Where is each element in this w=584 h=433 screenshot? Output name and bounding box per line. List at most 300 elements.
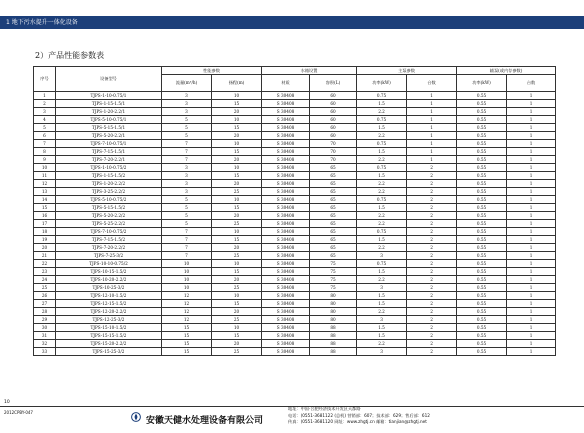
cell-flow: 5 [162, 124, 212, 132]
cell-volume: 70 [310, 148, 357, 156]
cell-main-count: 1 [407, 124, 457, 132]
cell-main-power: 1.5 [357, 300, 407, 308]
cell-no: 27 [34, 300, 56, 308]
table-row [34, 244, 556, 252]
cell-no: 31 [34, 332, 56, 340]
cell-head: 15 [212, 172, 262, 180]
table-row [34, 132, 556, 140]
cell-volume: 65 [310, 172, 357, 180]
cell-aux-power: 0.55 [457, 108, 507, 116]
cell-aux-power: 0.55 [457, 244, 507, 252]
cell-volume: 60 [310, 92, 357, 100]
table-row [34, 156, 556, 164]
cell-material: S 30408 [262, 188, 310, 196]
table-row [34, 292, 556, 300]
cell-aux-power: 0.55 [457, 236, 507, 244]
table-row [34, 260, 556, 268]
cell-flow: 5 [162, 196, 212, 204]
cell-aux-power: 0.55 [457, 340, 507, 348]
table-row [34, 116, 556, 124]
cell-aux-count: 1 [507, 172, 556, 180]
cell-main-count: 2 [407, 188, 457, 196]
cell-head: 20 [212, 340, 262, 348]
cell-aux-power: 0.55 [457, 140, 507, 148]
header-group-performance: 性能参数 [162, 67, 262, 75]
cell-material: S 30408 [262, 92, 310, 100]
cell-no: 3 [34, 108, 56, 116]
cell-model: TJPS-10-20-2.2/2 [56, 276, 162, 284]
cell-aux-count: 1 [507, 124, 556, 132]
cell-main-power: 2.2 [357, 156, 407, 164]
header-group-main-pump: 主泵参数 [357, 67, 457, 75]
cell-no: 5 [34, 124, 56, 132]
cell-head: 15 [212, 148, 262, 156]
table-row [34, 188, 556, 196]
contact-phone: 电话：(0551-3681122 (总机) 营销部：607；技术部：629；售后部：612 [288, 412, 430, 418]
cell-aux-power: 0.55 [457, 276, 507, 284]
cell-material: S 30408 [262, 180, 310, 188]
cell-main-count: 2 [407, 220, 457, 228]
cell-flow: 15 [162, 340, 212, 348]
cell-material: S 30408 [262, 340, 310, 348]
cell-head: 15 [212, 236, 262, 244]
cell-model: TJPS-1-10-0.75/2 [56, 164, 162, 172]
cell-head: 15 [212, 332, 262, 340]
cell-main-count: 2 [407, 164, 457, 172]
cell-model: TJPS-7-20-2.2/2 [56, 244, 162, 252]
cell-material: S 30408 [262, 196, 310, 204]
cell-flow: 15 [162, 324, 212, 332]
cell-aux-count: 1 [507, 260, 556, 268]
table-row [34, 308, 556, 316]
chapter-label: 1 地下污水提升一体化设备 [6, 19, 78, 26]
cell-aux-count: 1 [507, 348, 556, 356]
cell-flow: 3 [162, 108, 212, 116]
cell-volume: 88 [310, 332, 357, 340]
table-row [34, 348, 556, 356]
table-row [34, 228, 556, 236]
table-row [34, 316, 556, 324]
cell-aux-power: 0.55 [457, 132, 507, 140]
table-row [34, 252, 556, 260]
cell-no: 7 [34, 140, 56, 148]
cell-aux-power: 0.55 [457, 300, 507, 308]
cell-aux-power: 0.55 [457, 284, 507, 292]
cell-main-power: 2.2 [357, 244, 407, 252]
cell-volume: 80 [310, 300, 357, 308]
cell-volume: 80 [310, 308, 357, 316]
cell-head: 20 [212, 212, 262, 220]
cell-aux-count: 1 [507, 244, 556, 252]
cell-model: TJPS-5-10-0.75/1 [56, 116, 162, 124]
cell-volume: 65 [310, 204, 357, 212]
cell-aux-power: 0.55 [457, 228, 507, 236]
cell-material: S 30408 [262, 252, 310, 260]
cell-head: 20 [212, 244, 262, 252]
cell-main-count: 2 [407, 300, 457, 308]
cell-volume: 60 [310, 124, 357, 132]
cell-main-power: 1.5 [357, 332, 407, 340]
cell-volume: 88 [310, 324, 357, 332]
cell-aux-count: 1 [507, 196, 556, 204]
cell-no: 21 [34, 252, 56, 260]
cell-flow: 5 [162, 132, 212, 140]
cell-aux-count: 1 [507, 212, 556, 220]
cell-aux-count: 1 [507, 316, 556, 324]
cell-material: S 30408 [262, 148, 310, 156]
cell-material: S 30408 [262, 204, 310, 212]
cell-model: TJPS-1-20-2.2/1 [56, 108, 162, 116]
cell-flow: 12 [162, 316, 212, 324]
table-row [34, 276, 556, 284]
cell-no: 17 [34, 220, 56, 228]
cell-head: 20 [212, 132, 262, 140]
table-row [34, 196, 556, 204]
document-code: 2012CPBY-047 [4, 410, 33, 415]
cell-main-count: 2 [407, 348, 457, 356]
cell-material: S 30408 [262, 316, 310, 324]
cell-main-count: 1 [407, 108, 457, 116]
cell-head: 10 [212, 324, 262, 332]
cell-aux-count: 1 [507, 268, 556, 276]
cell-volume: 65 [310, 236, 357, 244]
cell-model: TJPS-1-15-1.5/2 [56, 172, 162, 180]
cell-model: TJPS-1-15-1.5/1 [56, 100, 162, 108]
header-volume: 容积(L) [310, 75, 357, 92]
cell-aux-count: 1 [507, 228, 556, 236]
cell-volume: 88 [310, 340, 357, 348]
page-number: 10 [4, 400, 10, 405]
cell-aux-count: 1 [507, 204, 556, 212]
contact-fax-web: 传真：(0551-3681120 网址：www.zhgtj.cn 邮箱：tianjian@zhgtj.net [288, 419, 427, 424]
cell-material: S 30408 [262, 276, 310, 284]
cell-model: TJPS-10-25-3/2 [56, 284, 162, 292]
cell-model: TJPS-10-15-1.5/2 [56, 268, 162, 276]
cell-model: TJPS-7-15-1.5/1 [56, 148, 162, 156]
cell-no: 19 [34, 236, 56, 244]
cell-no: 18 [34, 228, 56, 236]
cell-model: TJPS-7-10-0.75/1 [56, 140, 162, 148]
cell-no: 8 [34, 148, 56, 156]
cell-head: 20 [212, 308, 262, 316]
cell-aux-power: 0.55 [457, 100, 507, 108]
cell-aux-count: 1 [507, 116, 556, 124]
cell-aux-power: 0.55 [457, 180, 507, 188]
cell-main-power: 2.2 [357, 212, 407, 220]
cell-aux-count: 1 [507, 188, 556, 196]
table-row [34, 172, 556, 180]
cell-material: S 30408 [262, 116, 310, 124]
cell-material: S 30408 [262, 108, 310, 116]
cell-head: 10 [212, 140, 262, 148]
cell-head: 20 [212, 180, 262, 188]
cell-no: 24 [34, 276, 56, 284]
header-head: 扬程(m) [212, 75, 262, 92]
cell-main-count: 2 [407, 276, 457, 284]
cell-volume: 65 [310, 228, 357, 236]
cell-model: TJPS-12-15-1.5/2 [56, 300, 162, 308]
table-row [34, 92, 556, 100]
cell-flow: 3 [162, 100, 212, 108]
cell-aux-count: 1 [507, 148, 556, 156]
table-row [34, 220, 556, 228]
cell-volume: 60 [310, 132, 357, 140]
cell-model: TJPS-5-15-1.5/1 [56, 124, 162, 132]
cell-flow: 10 [162, 276, 212, 284]
chapter-header-bar [0, 16, 584, 29]
cell-main-power: 1.5 [357, 124, 407, 132]
cell-flow: 7 [162, 148, 212, 156]
cell-volume: 75 [310, 276, 357, 284]
cell-head: 10 [212, 92, 262, 100]
cell-material: S 30408 [262, 292, 310, 300]
cell-main-count: 1 [407, 100, 457, 108]
cell-aux-count: 1 [507, 284, 556, 292]
cell-volume: 88 [310, 348, 357, 356]
cell-main-count: 2 [407, 292, 457, 300]
table-row [34, 268, 556, 276]
cell-head: 10 [212, 196, 262, 204]
cell-material: S 30408 [262, 132, 310, 140]
section-title: 2）产品性能参数表 [35, 51, 105, 60]
cell-material: S 30408 [262, 348, 310, 356]
cell-no: 6 [34, 132, 56, 140]
cell-aux-power: 0.55 [457, 260, 507, 268]
cell-material: S 30408 [262, 228, 310, 236]
cell-model: TJPS-10-10-0.75/2 [56, 260, 162, 268]
cell-material: S 30408 [262, 260, 310, 268]
header-aux-count: 台数 [507, 75, 556, 92]
cell-aux-power: 0.55 [457, 172, 507, 180]
table-row [34, 140, 556, 148]
cell-main-count: 2 [407, 244, 457, 252]
cell-head: 10 [212, 260, 262, 268]
header-aux-power: 功率(kW) [457, 75, 507, 92]
cell-aux-power: 0.55 [457, 196, 507, 204]
cell-no: 33 [34, 348, 56, 356]
company-name: 安徽天健水处理设备有限公司 [146, 416, 264, 426]
cell-volume: 65 [310, 220, 357, 228]
table-row [34, 212, 556, 220]
table-row [34, 148, 556, 156]
cell-flow: 7 [162, 140, 212, 148]
cell-main-power: 1.5 [357, 268, 407, 276]
cell-aux-power: 0.55 [457, 188, 507, 196]
table-row [34, 332, 556, 340]
cell-model: TJPS-7-25-3/2 [56, 252, 162, 260]
cell-flow: 5 [162, 116, 212, 124]
cell-material: S 30408 [262, 332, 310, 340]
header-flow: 流量(m³/h) [162, 75, 212, 92]
cell-head: 25 [212, 348, 262, 356]
cell-aux-power: 0.55 [457, 292, 507, 300]
cell-model: TJPS-12-10-1.5/2 [56, 292, 162, 300]
cell-aux-count: 1 [507, 332, 556, 340]
cell-main-count: 2 [407, 180, 457, 188]
cell-flow: 12 [162, 308, 212, 316]
cell-flow: 7 [162, 252, 212, 260]
cell-main-power: 3 [357, 284, 407, 292]
cell-main-count: 2 [407, 260, 457, 268]
cell-main-power: 1.5 [357, 292, 407, 300]
cell-no: 16 [34, 212, 56, 220]
table-row [34, 204, 556, 212]
cell-aux-count: 1 [507, 300, 556, 308]
cell-aux-count: 1 [507, 164, 556, 172]
cell-head: 10 [212, 292, 262, 300]
table-row [34, 284, 556, 292]
cell-material: S 30408 [262, 124, 310, 132]
cell-head: 10 [212, 164, 262, 172]
cell-aux-power: 0.55 [457, 308, 507, 316]
cell-volume: 80 [310, 316, 357, 324]
cell-aux-power: 0.55 [457, 316, 507, 324]
cell-head: 25 [212, 284, 262, 292]
cell-main-power: 0.75 [357, 116, 407, 124]
cell-main-power: 2.2 [357, 220, 407, 228]
cell-flow: 10 [162, 260, 212, 268]
cell-volume: 75 [310, 268, 357, 276]
cell-volume: 70 [310, 156, 357, 164]
cell-no: 32 [34, 340, 56, 348]
cell-material: S 30408 [262, 284, 310, 292]
cell-head: 25 [212, 188, 262, 196]
cell-aux-power: 0.55 [457, 124, 507, 132]
cell-main-power: 2.2 [357, 132, 407, 140]
cell-head: 15 [212, 204, 262, 212]
header-group-tank: 水箱设置 [262, 67, 357, 75]
cell-no: 9 [34, 156, 56, 164]
cell-no: 15 [34, 204, 56, 212]
cell-no: 1 [34, 92, 56, 100]
cell-model: TJPS-5-15-1.5/2 [56, 204, 162, 212]
cell-main-count: 2 [407, 172, 457, 180]
cell-aux-power: 0.55 [457, 116, 507, 124]
cell-flow: 7 [162, 244, 212, 252]
cell-main-power: 1.5 [357, 100, 407, 108]
cell-flow: 3 [162, 92, 212, 100]
cell-flow: 12 [162, 292, 212, 300]
cell-model: TJPS-5-20-2.2/2 [56, 212, 162, 220]
cell-volume: 65 [310, 244, 357, 252]
cell-no: 10 [34, 164, 56, 172]
cell-aux-count: 1 [507, 132, 556, 140]
cell-aux-power: 0.55 [457, 348, 507, 356]
cell-head: 25 [212, 316, 262, 324]
company-logo-icon [131, 412, 141, 422]
cell-head: 20 [212, 108, 262, 116]
cell-head: 25 [212, 252, 262, 260]
cell-head: 15 [212, 300, 262, 308]
cell-no: 11 [34, 172, 56, 180]
cell-head: 15 [212, 100, 262, 108]
cell-main-count: 2 [407, 228, 457, 236]
cell-main-power: 3 [357, 252, 407, 260]
table-row [34, 236, 556, 244]
cell-flow: 3 [162, 164, 212, 172]
table-row [34, 340, 556, 348]
cell-volume: 70 [310, 140, 357, 148]
cell-aux-count: 1 [507, 252, 556, 260]
cell-main-count: 1 [407, 116, 457, 124]
cell-flow: 10 [162, 284, 212, 292]
cell-flow: 5 [162, 220, 212, 228]
cell-main-power: 2.2 [357, 180, 407, 188]
cell-material: S 30408 [262, 156, 310, 164]
cell-head: 10 [212, 228, 262, 236]
cell-no: 29 [34, 316, 56, 324]
table-row [34, 108, 556, 116]
cell-volume: 65 [310, 164, 357, 172]
cell-main-count: 2 [407, 236, 457, 244]
cell-model: TJPS-5-10-0.75/2 [56, 196, 162, 204]
cell-main-count: 1 [407, 92, 457, 100]
cell-aux-count: 1 [507, 156, 556, 164]
cell-no: 28 [34, 308, 56, 316]
cell-model: TJPS-7-15-1.5/2 [56, 236, 162, 244]
cell-aux-power: 0.55 [457, 212, 507, 220]
cell-volume: 80 [310, 292, 357, 300]
cell-volume: 65 [310, 252, 357, 260]
cell-no: 4 [34, 116, 56, 124]
cell-material: S 30408 [262, 140, 310, 148]
cell-main-power: 2.2 [357, 188, 407, 196]
table-body [34, 92, 556, 356]
cell-model: TJPS-5-25-2.2/2 [56, 220, 162, 228]
cell-volume: 65 [310, 212, 357, 220]
cell-flow: 3 [162, 180, 212, 188]
cell-no: 12 [34, 180, 56, 188]
cell-material: S 30408 [262, 268, 310, 276]
cell-no: 14 [34, 196, 56, 204]
cell-head: 25 [212, 220, 262, 228]
table-row [34, 300, 556, 308]
cell-aux-power: 0.55 [457, 332, 507, 340]
cell-material: S 30408 [262, 164, 310, 172]
cell-main-power: 2.2 [357, 108, 407, 116]
cell-model: TJPS-1-10-0.75/1 [56, 92, 162, 100]
cell-model: TJPS-15-15-1.5/2 [56, 332, 162, 340]
cell-flow: 5 [162, 204, 212, 212]
cell-main-count: 2 [407, 316, 457, 324]
cell-aux-count: 1 [507, 180, 556, 188]
cell-model: TJPS-7-20-2.2/1 [56, 156, 162, 164]
cell-model: TJPS-5-20-2.2/1 [56, 132, 162, 140]
cell-main-count: 2 [407, 212, 457, 220]
header-main-power: 功率(kW) [357, 75, 407, 92]
cell-volume: 75 [310, 260, 357, 268]
table-row [34, 164, 556, 172]
cell-model: TJPS-15-20-2.2/2 [56, 340, 162, 348]
cell-flow: 7 [162, 228, 212, 236]
cell-aux-power: 0.55 [457, 164, 507, 172]
cell-model: TJPS-12-20-2.2/2 [56, 308, 162, 316]
header-group-aux-pump: 辅泵(或内存参数) [457, 67, 556, 75]
cell-head: 15 [212, 268, 262, 276]
cell-aux-count: 1 [507, 220, 556, 228]
cell-main-power: 1.5 [357, 324, 407, 332]
cell-model: TJPS-15-25-3/2 [56, 348, 162, 356]
cell-main-count: 2 [407, 324, 457, 332]
cell-material: S 30408 [262, 244, 310, 252]
cell-model: TJPS-3-25-2.2/2 [56, 188, 162, 196]
cell-main-power: 3 [357, 348, 407, 356]
contact-address: 地址：中国·合肥经济技术开发区天都路 [288, 406, 361, 411]
cell-model: TJPS-1-20-2.2/2 [56, 180, 162, 188]
cell-main-power: 0.75 [357, 92, 407, 100]
cell-main-count: 2 [407, 284, 457, 292]
cell-flow: 15 [162, 332, 212, 340]
